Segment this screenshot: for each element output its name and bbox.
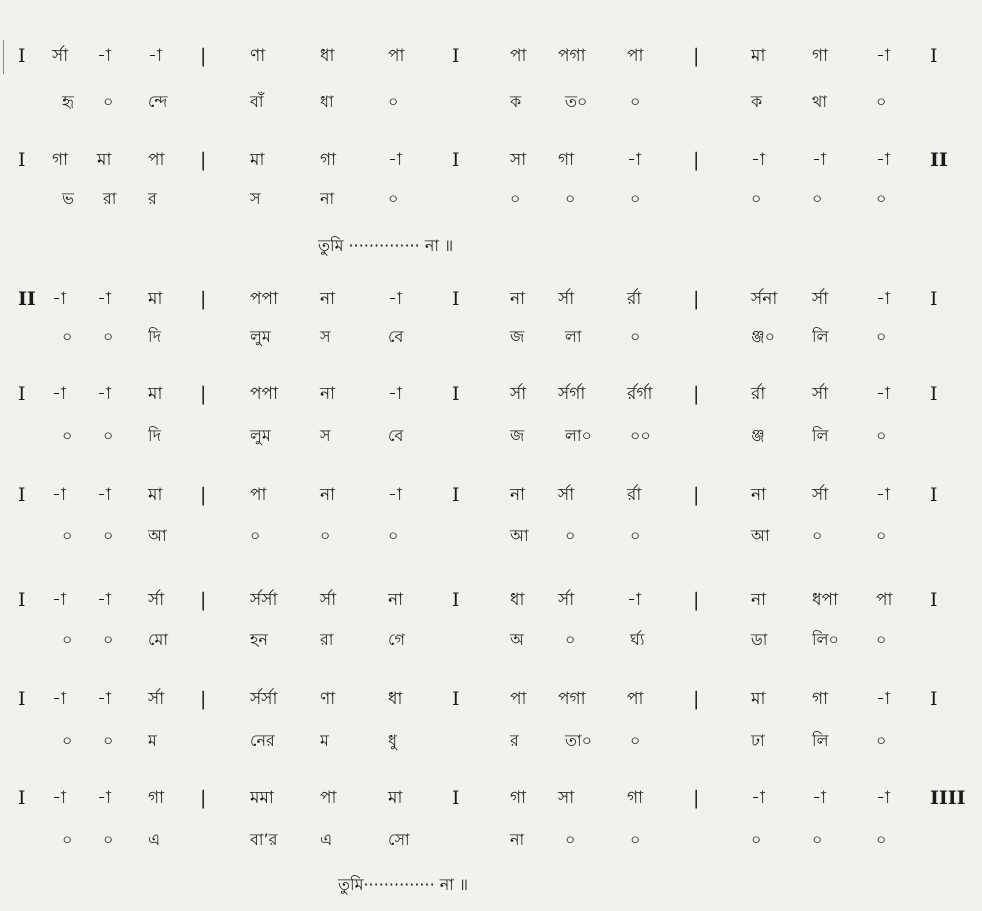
lyric-syllable: মো (148, 630, 169, 649)
lyric-syllable: রা (103, 189, 117, 208)
bar-line: | (200, 484, 207, 506)
lyric-syllable: ম (320, 731, 329, 750)
lyric-syllable: লা (565, 327, 582, 346)
swara-note: গা (320, 150, 337, 170)
swara-note: র্সা (52, 46, 69, 66)
swara-note: -া (751, 150, 765, 170)
lyric-syllable: ০ (630, 526, 641, 545)
swara-note: ণা (250, 46, 266, 66)
lyric-syllable: ০ (388, 526, 399, 545)
lyric-syllable: ক (510, 92, 522, 111)
swara-note: -া (388, 384, 402, 404)
lyric-syllable: ০ (388, 92, 399, 111)
lyric-syllable: ডা (751, 630, 768, 649)
lyric-syllable: ০ (630, 327, 641, 346)
bar-line: I (18, 787, 26, 809)
swara-note: ণা (320, 689, 336, 709)
swara-note: -া (876, 485, 890, 505)
swara-note: র্রর্গা (627, 384, 653, 404)
swara-note: গা (148, 788, 165, 808)
swara-note: পা (388, 46, 405, 66)
swara-note: র্সর্সা (250, 689, 278, 709)
lyric-syllable: র (148, 189, 157, 208)
swara-row-4 (0, 379, 982, 409)
lyric-syllable: আ (751, 526, 770, 545)
lyric-syllable: সো (388, 830, 410, 849)
swara-note: পপা (250, 384, 279, 404)
swara-note: -া (97, 788, 111, 808)
swara-note: না (320, 289, 336, 309)
lyric-syllable: ঞ্জ০ (751, 327, 776, 346)
lyric-syllable: তা০ (565, 731, 593, 750)
lyric-syllable: দি (148, 327, 161, 346)
swara-note: পা (320, 788, 337, 808)
lyric-syllable: ০ (103, 92, 114, 111)
swara-note: র্সা (812, 485, 829, 505)
bar-line: I (452, 688, 460, 710)
lyric-syllable: ধু (388, 731, 397, 750)
swara-note: -া (52, 788, 66, 808)
swara-note: পা (627, 689, 644, 709)
swara-note: র্সর্গা (558, 384, 586, 404)
bar-line: I (452, 589, 460, 611)
swara-note: -া (812, 150, 826, 170)
swara-note: র্সা (558, 289, 575, 309)
lyric-syllable: বে (388, 426, 404, 445)
lyric-syllable: ০ (630, 92, 641, 111)
lyric-syllable: ০ (565, 189, 576, 208)
lyric-syllable: লি (812, 731, 829, 750)
lyric-syllable: ০ (876, 92, 887, 111)
swara-note: -া (52, 289, 66, 309)
lyric-syllable: আ (510, 526, 529, 545)
lyric-syllable: ০ (250, 526, 261, 545)
bar-line: I (18, 45, 26, 67)
lyric-row-1 (0, 87, 982, 117)
lyric-syllable: অ (510, 630, 524, 649)
swara-note: র্সনা (751, 289, 778, 309)
swara-note: না (751, 485, 767, 505)
swara-note: -া (388, 289, 402, 309)
lyric-syllable: ০ (876, 630, 887, 649)
lyric-syllable: লা০ (565, 426, 592, 445)
swara-note: র্সা (558, 590, 575, 610)
lyric-syllable: ০ (103, 630, 114, 649)
swara-note: পা (250, 485, 267, 505)
swara-row-5 (0, 480, 982, 510)
bar-line: I (930, 589, 938, 611)
lyric-syllable: ০ (876, 731, 887, 750)
lyric-syllable: লুম (250, 327, 271, 346)
swara-note: পা (627, 46, 644, 66)
bar-line: | (693, 149, 700, 171)
lyric-syllable: লি০ (812, 630, 839, 649)
lyric-syllable: ০ (565, 830, 576, 849)
lyric-syllable: এ (320, 830, 333, 849)
bar-line: | (200, 45, 207, 67)
lyric-syllable: ত০ (565, 92, 588, 111)
lyric-syllable: ম (148, 731, 157, 750)
swara-note: গা (812, 689, 829, 709)
lyric-syllable: ঞ্জ (751, 426, 765, 445)
lyric-syllable: না (320, 189, 335, 208)
lyric-syllable: গে (388, 630, 405, 649)
bar-line: IIII (930, 787, 966, 809)
swara-note: -া (812, 788, 826, 808)
lyric-syllable: ০ (103, 526, 114, 545)
lyric-syllable: আ (148, 526, 167, 545)
lyric-syllable: ০ (812, 830, 823, 849)
lyric-syllable: বে (388, 327, 404, 346)
lyric-syllable: ০ (103, 731, 114, 750)
lyric-syllable: ০ (62, 426, 73, 445)
swara-note: পা (876, 590, 893, 610)
lyric-syllable: ০ (510, 189, 521, 208)
swara-row-6 (0, 585, 982, 615)
lyric-syllable: ০ (751, 189, 762, 208)
swara-note: -া (52, 590, 66, 610)
swara-note: মা (250, 150, 265, 170)
swara-note: র্রা (627, 485, 642, 505)
lyric-row-5 (0, 521, 982, 551)
swara-note: র্রা (751, 384, 766, 404)
swara-note: -া (876, 788, 890, 808)
lyric-syllable: নের (250, 731, 275, 750)
lyric-syllable: র (510, 731, 519, 750)
swara-note: ধা (510, 590, 525, 610)
lyric-syllable: জ (510, 327, 525, 346)
lyric-syllable: ০ (565, 526, 576, 545)
swara-note: -া (97, 384, 111, 404)
swara-note: পগা (558, 46, 586, 66)
lyric-syllable: দি (148, 426, 161, 445)
lyric-syllable: ০ (103, 830, 114, 849)
swara-note: -া (876, 289, 890, 309)
swara-note: মা (148, 485, 163, 505)
lyric-syllable: ০ (62, 731, 73, 750)
swara-note: মা (751, 46, 766, 66)
swara-note: সা (510, 150, 527, 170)
lyric-syllable: স (320, 426, 331, 445)
bar-line: I (452, 149, 460, 171)
lyric-row-8 (0, 825, 982, 855)
swara-note: গা (812, 46, 829, 66)
bar-line: I (452, 288, 460, 310)
bar-line: | (200, 688, 207, 710)
bar-line: | (693, 787, 700, 809)
bar-line: | (693, 484, 700, 506)
swara-note: র্সা (812, 384, 829, 404)
swara-note: র্সা (148, 590, 165, 610)
bar-line: I (452, 383, 460, 405)
lyric-syllable: ০ (630, 189, 641, 208)
swara-note: -া (97, 485, 111, 505)
swara-note: মা (148, 289, 163, 309)
swara-row-7 (0, 684, 982, 714)
swara-note: -া (388, 485, 402, 505)
swara-note: -া (876, 150, 890, 170)
bar-line: I (18, 383, 26, 405)
bar-line: | (693, 288, 700, 310)
swara-note: -া (52, 384, 66, 404)
lyric-syllable: জ (510, 426, 525, 445)
swara-row-8 (0, 783, 982, 813)
bar-line: I (930, 688, 938, 710)
bar-line: I (18, 149, 26, 171)
lyric-syllable: ০ (876, 426, 887, 445)
lyric-syllable: ০ (630, 830, 641, 849)
lyric-syllable: ০ (812, 189, 823, 208)
bar-line: I (930, 288, 938, 310)
lyric-syllable: রা (320, 630, 334, 649)
bar-line: | (693, 589, 700, 611)
swara-note: না (388, 590, 404, 610)
swara-note: -া (388, 150, 402, 170)
swara-note: মা (148, 384, 163, 404)
swara-note: র্সা (558, 485, 575, 505)
lyric-syllable: এ (148, 830, 161, 849)
swara-note: -া (876, 384, 890, 404)
swara-note: -া (52, 485, 66, 505)
lyric-syllable: ০ (62, 830, 73, 849)
swara-note: -া (876, 46, 890, 66)
lyric-syllable: ০ (62, 526, 73, 545)
lyric-syllable: ০ (565, 630, 576, 649)
lyric-syllable: ০০ (630, 426, 651, 445)
swara-note: -া (627, 150, 641, 170)
swara-note: মমা (250, 788, 274, 808)
swara-note: গা (510, 788, 527, 808)
bar-line: II (18, 288, 36, 310)
lyric-syllable: ০ (320, 526, 331, 545)
swara-note: -া (97, 46, 111, 66)
swara-note: র্সর্সা (250, 590, 278, 610)
lyric-syllable: লি (812, 327, 829, 346)
swara-note: -া (97, 689, 111, 709)
bar-line: | (200, 149, 207, 171)
swara-note: র্সা (148, 689, 165, 709)
swara-note: -া (148, 46, 162, 66)
bar-line: I (930, 383, 938, 405)
swara-note: ধপা (812, 590, 838, 610)
bar-line: II (930, 149, 948, 171)
bar-line: I (452, 484, 460, 506)
swara-note: -া (97, 289, 111, 309)
swara-note: গা (558, 150, 575, 170)
refrain-line-1: তুমি ·············· না ॥ (318, 236, 454, 255)
bar-line: | (693, 688, 700, 710)
lyric-syllable: ০ (103, 426, 114, 445)
lyric-row-4 (0, 421, 982, 451)
lyric-syllable: ০ (630, 731, 641, 750)
lyric-syllable: ০ (103, 327, 114, 346)
swara-note: মা (388, 788, 403, 808)
swara-note: পা (510, 46, 527, 66)
lyric-syllable: ভ (62, 189, 74, 208)
lyric-syllable: ০ (751, 830, 762, 849)
lyric-row-2 (0, 184, 982, 214)
bar-line: I (452, 787, 460, 809)
lyric-syllable: র্ঘ্য (630, 630, 645, 649)
swara-note: না (510, 485, 526, 505)
lyric-syllable: না (510, 830, 525, 849)
lyric-syllable: ০ (62, 327, 73, 346)
lyric-syllable: ধা (320, 92, 334, 111)
swara-note: সা (558, 788, 575, 808)
bar-line: I (18, 688, 26, 710)
swara-note: না (320, 384, 336, 404)
lyric-syllable: বা’র (250, 830, 278, 849)
lyric-syllable: ঢা (751, 731, 765, 750)
swara-note: গা (627, 788, 644, 808)
swara-note: না (751, 590, 767, 610)
swara-note: পগা (558, 689, 586, 709)
swara-note: -া (876, 689, 890, 709)
bar-line: | (200, 589, 207, 611)
bar-line: | (693, 383, 700, 405)
lyric-syllable: ০ (876, 830, 887, 849)
bar-line: | (693, 45, 700, 67)
swara-note: র্রা (627, 289, 642, 309)
lyric-syllable: থা (812, 92, 828, 111)
swara-note: র্সা (812, 289, 829, 309)
bar-line: I (18, 484, 26, 506)
swara-note: র্সা (320, 590, 337, 610)
swara-note: -া (627, 590, 641, 610)
bar-line: | (200, 787, 207, 809)
lyric-syllable: ০ (62, 630, 73, 649)
swara-note: ধা (320, 46, 335, 66)
swara-note: না (320, 485, 336, 505)
swara-note: পা (510, 689, 527, 709)
swara-note: -া (751, 788, 765, 808)
lyric-syllable: লি (812, 426, 829, 445)
lyric-syllable: ০ (812, 526, 823, 545)
lyric-syllable: স (320, 327, 331, 346)
swara-note: পা (148, 150, 165, 170)
bar-line: I (452, 45, 460, 67)
swara-row-1 (0, 41, 982, 71)
refrain-line-2: তুমি·············· না ॥ (338, 875, 469, 894)
bar-line: | (200, 383, 207, 405)
lyric-syllable: স (250, 189, 261, 208)
lyric-syllable: হৃ (62, 92, 74, 111)
lyric-syllable: ০ (876, 189, 887, 208)
lyric-syllable: ন্দে (148, 92, 168, 111)
swara-note: মা (97, 150, 112, 170)
lyric-syllable: লুম (250, 426, 271, 445)
lyric-row-3 (0, 322, 982, 352)
swara-note: -া (97, 590, 111, 610)
swara-row-3 (0, 284, 982, 314)
lyric-row-7 (0, 726, 982, 756)
swara-note: মা (751, 689, 766, 709)
swara-note: গা (52, 150, 69, 170)
lyric-syllable: ০ (876, 327, 887, 346)
lyric-syllable: বাঁ (250, 92, 264, 111)
swara-note: -া (52, 689, 66, 709)
bar-line: | (200, 288, 207, 310)
lyric-syllable: হন (250, 630, 268, 649)
lyric-syllable: ০ (876, 526, 887, 545)
lyric-row-6 (0, 625, 982, 655)
bar-line: I (930, 484, 938, 506)
bar-line: I (18, 589, 26, 611)
bar-line: I (930, 45, 938, 67)
swara-note: র্সা (510, 384, 527, 404)
swara-row-2 (0, 145, 982, 175)
swara-note: ধা (388, 689, 403, 709)
lyric-syllable: ক (751, 92, 763, 111)
swara-note: পপা (250, 289, 279, 309)
lyric-syllable: ০ (388, 189, 399, 208)
swara-note: না (510, 289, 526, 309)
